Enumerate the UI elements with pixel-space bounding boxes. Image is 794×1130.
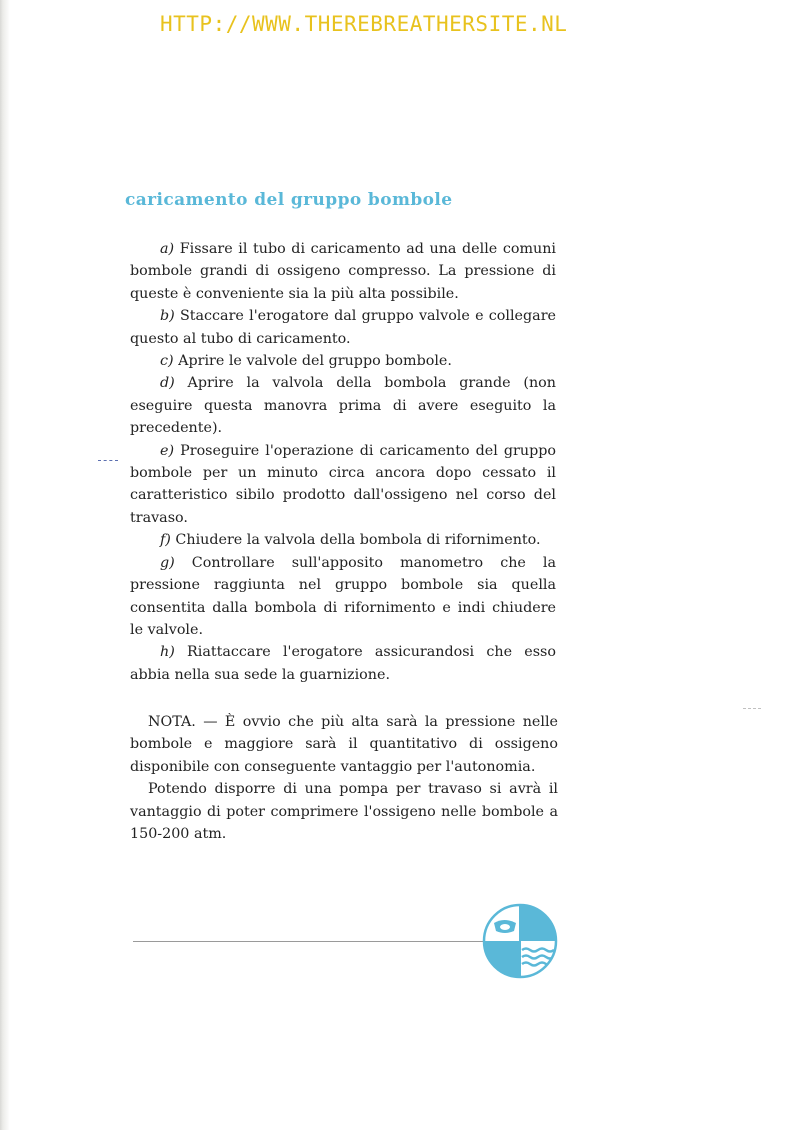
step-text: Controllare sull'apposito manometro che la pressione raggiunta nel gruppo bombole sia quella consentita dalla bombola di rifornimento e indi chiudere le valvole. <box>130 554 557 638</box>
step-text: Proseguire l'operazione di caricamento del gruppo bombole per un minuto circa ancora dopo cessato il caratteristico sibilo prodotto dall'ossigeno nel corso del travaso. <box>130 442 556 526</box>
step-h <box>130 641 556 686</box>
step-a <box>130 238 556 305</box>
step-letter: a) <box>160 241 175 257</box>
step-letter: g) <box>160 554 175 571</box>
step-text: Chiudere la valvola della bombola di rifornimento. <box>175 532 541 549</box>
step-e <box>130 440 556 530</box>
step-text: Fissare il tubo di caricamento ad una delle comuni bombole grandi di ossigeno compresso. La pressione di queste è conveniente sia la più alta possibile. <box>130 241 556 302</box>
step-letter: e) <box>160 442 175 459</box>
step-letter: d) <box>160 375 175 392</box>
step-letter: h) <box>160 644 175 661</box>
instruction-steps <box>130 238 556 686</box>
step-text: Staccare l'erogatore dal gruppo valvole e collegare questo al tubo di caricamento. <box>130 308 556 347</box>
page-binding-edge <box>0 0 10 1130</box>
step-text: Aprire le valvole del gruppo bombole. <box>178 353 452 370</box>
diver-emblem-icon <box>482 903 558 979</box>
site-url-header[interactable]: HTTP://WWW.THEREBREATHERSITE.NL <box>160 12 568 36</box>
step-text: Aprire la valvola della bombola grande (non eseguire questa manovra prima di avere eseguito la precedente). <box>130 375 556 437</box>
section-title: caricamento del gruppo bombole <box>125 190 453 210</box>
margin-pen-mark <box>98 460 118 463</box>
step-g <box>130 552 556 642</box>
step-b <box>130 305 556 350</box>
margin-faint-mark <box>743 708 761 709</box>
step-d <box>130 372 556 439</box>
footer-divider <box>133 941 495 942</box>
step-text: Riattaccare l'erogatore assicurandosi che esso abbia nella sua sede la guarnizione. <box>130 644 556 683</box>
step-letter: b) <box>160 308 175 325</box>
note-paragraph: Potendo disporre di una pompa per travaso si avrà il vantaggio di poter comprimere l'ossigeno nelle bombole a 150-200 atm. <box>130 781 558 843</box>
note-paragraph: NOTA. — È ovvio che più alta sarà la pressione nelle bombole e maggiore sarà il quantitativo di ossigeno disponibile con conseguente vantaggio per l'autonomia. <box>130 714 558 775</box>
note-block <box>130 711 558 845</box>
step-f <box>130 529 556 551</box>
step-letter: f) <box>160 532 171 549</box>
step-letter: c) <box>160 353 174 370</box>
step-c <box>130 350 556 372</box>
